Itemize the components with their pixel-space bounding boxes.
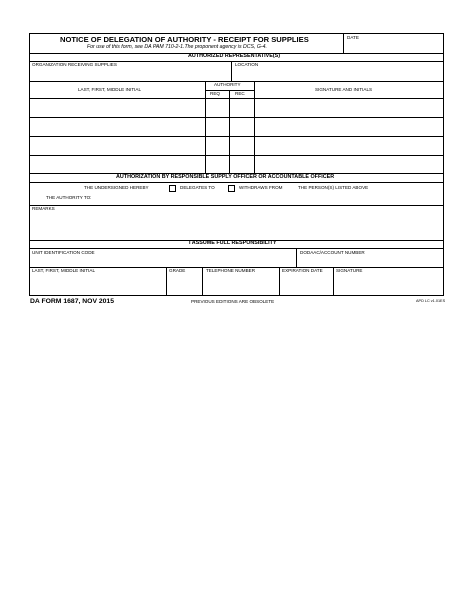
org-label: ORGANIZATION RECEIVING SUPPLIES <box>32 62 117 67</box>
undersigned-text: THE UNDERSIGNED HEREBY <box>84 185 149 190</box>
signature-label: SIGNATURE <box>336 268 363 273</box>
withdraws-label: WITHDRAWS FROM <box>239 185 283 190</box>
delegates-label: DELEGATES TO <box>180 185 215 190</box>
phone-field[interactable] <box>203 275 278 294</box>
version-tag: APD LC v1.01ES <box>416 299 446 303</box>
form-title: NOTICE OF DELEGATION OF AUTHORITY - RECEIPT FOR SUPPLIES <box>60 35 309 44</box>
remarks-field[interactable] <box>30 213 443 239</box>
table-row[interactable] <box>30 118 443 135</box>
signature-col-header: SIGNATURE AND INITIALS <box>315 87 373 92</box>
date-label: DATE <box>347 35 359 40</box>
form-subtitle: For use of this form, see DA PAM 710-2-1.The proponent agency is DCS, G-4. <box>87 44 267 50</box>
expiration-field[interactable] <box>280 275 332 294</box>
rec-col-header: REC <box>235 91 245 96</box>
req-col-header: REQ <box>210 91 220 96</box>
phone-label: TELEPHONE NUMBER <box>206 268 256 273</box>
form-number: DA FORM 1687, NOV 2015 <box>30 298 114 305</box>
authority-to-field[interactable] <box>100 193 440 203</box>
table-row[interactable] <box>30 156 443 172</box>
expiration-label: EXPIRATION DATE <box>282 268 323 273</box>
signature-field[interactable] <box>334 275 443 294</box>
grade-field[interactable] <box>167 275 201 294</box>
resp-name-field[interactable] <box>30 275 165 294</box>
authority-col-header: AUTHORITY <box>214 82 241 87</box>
rule <box>29 205 444 206</box>
rule <box>29 182 444 183</box>
date-field[interactable] <box>344 42 443 53</box>
uic-field[interactable] <box>30 256 295 266</box>
rule <box>29 248 444 249</box>
location-field[interactable] <box>232 68 443 80</box>
remarks-label: REMARKS <box>32 206 55 211</box>
authorized-heading: AUTHORIZED REPRESENTATIVE(S) <box>188 53 281 59</box>
previous-editions-note: PREVIOUS EDITIONS ARE OBSOLETE <box>191 299 275 304</box>
persons-listed-text: THE PERSON(S) LISTED ABOVE <box>298 185 369 190</box>
uic-label: UNIT IDENTIFICATION CODE <box>32 250 95 255</box>
responsibility-heading: I ASSUME FULL RESPONSIBILITY <box>189 240 277 246</box>
authority-to-label: THE AUTHORITY TO: <box>46 195 92 200</box>
name-col-header: LAST, FIRST, MIDDLE INITIAL <box>78 87 142 92</box>
org-field[interactable] <box>30 68 230 80</box>
table-row[interactable] <box>30 99 443 116</box>
withdraws-checkbox[interactable] <box>228 185 235 192</box>
resp-name-label: LAST, FIRST, MIDDLE INITIAL <box>32 268 96 273</box>
table-row[interactable] <box>30 137 443 154</box>
dodaac-label: DODAAC/ACCOUNT NUMBER <box>300 250 365 255</box>
dodaac-field[interactable] <box>297 256 443 266</box>
authorization-heading: AUTHORIZATION BY RESPONSIBLE SUPPLY OFFICER OR ACCOUNTABLE OFFICER <box>116 174 335 180</box>
grade-label: GRADE <box>169 268 186 273</box>
location-label: LOCATION <box>235 62 259 67</box>
delegates-checkbox[interactable] <box>169 185 176 192</box>
